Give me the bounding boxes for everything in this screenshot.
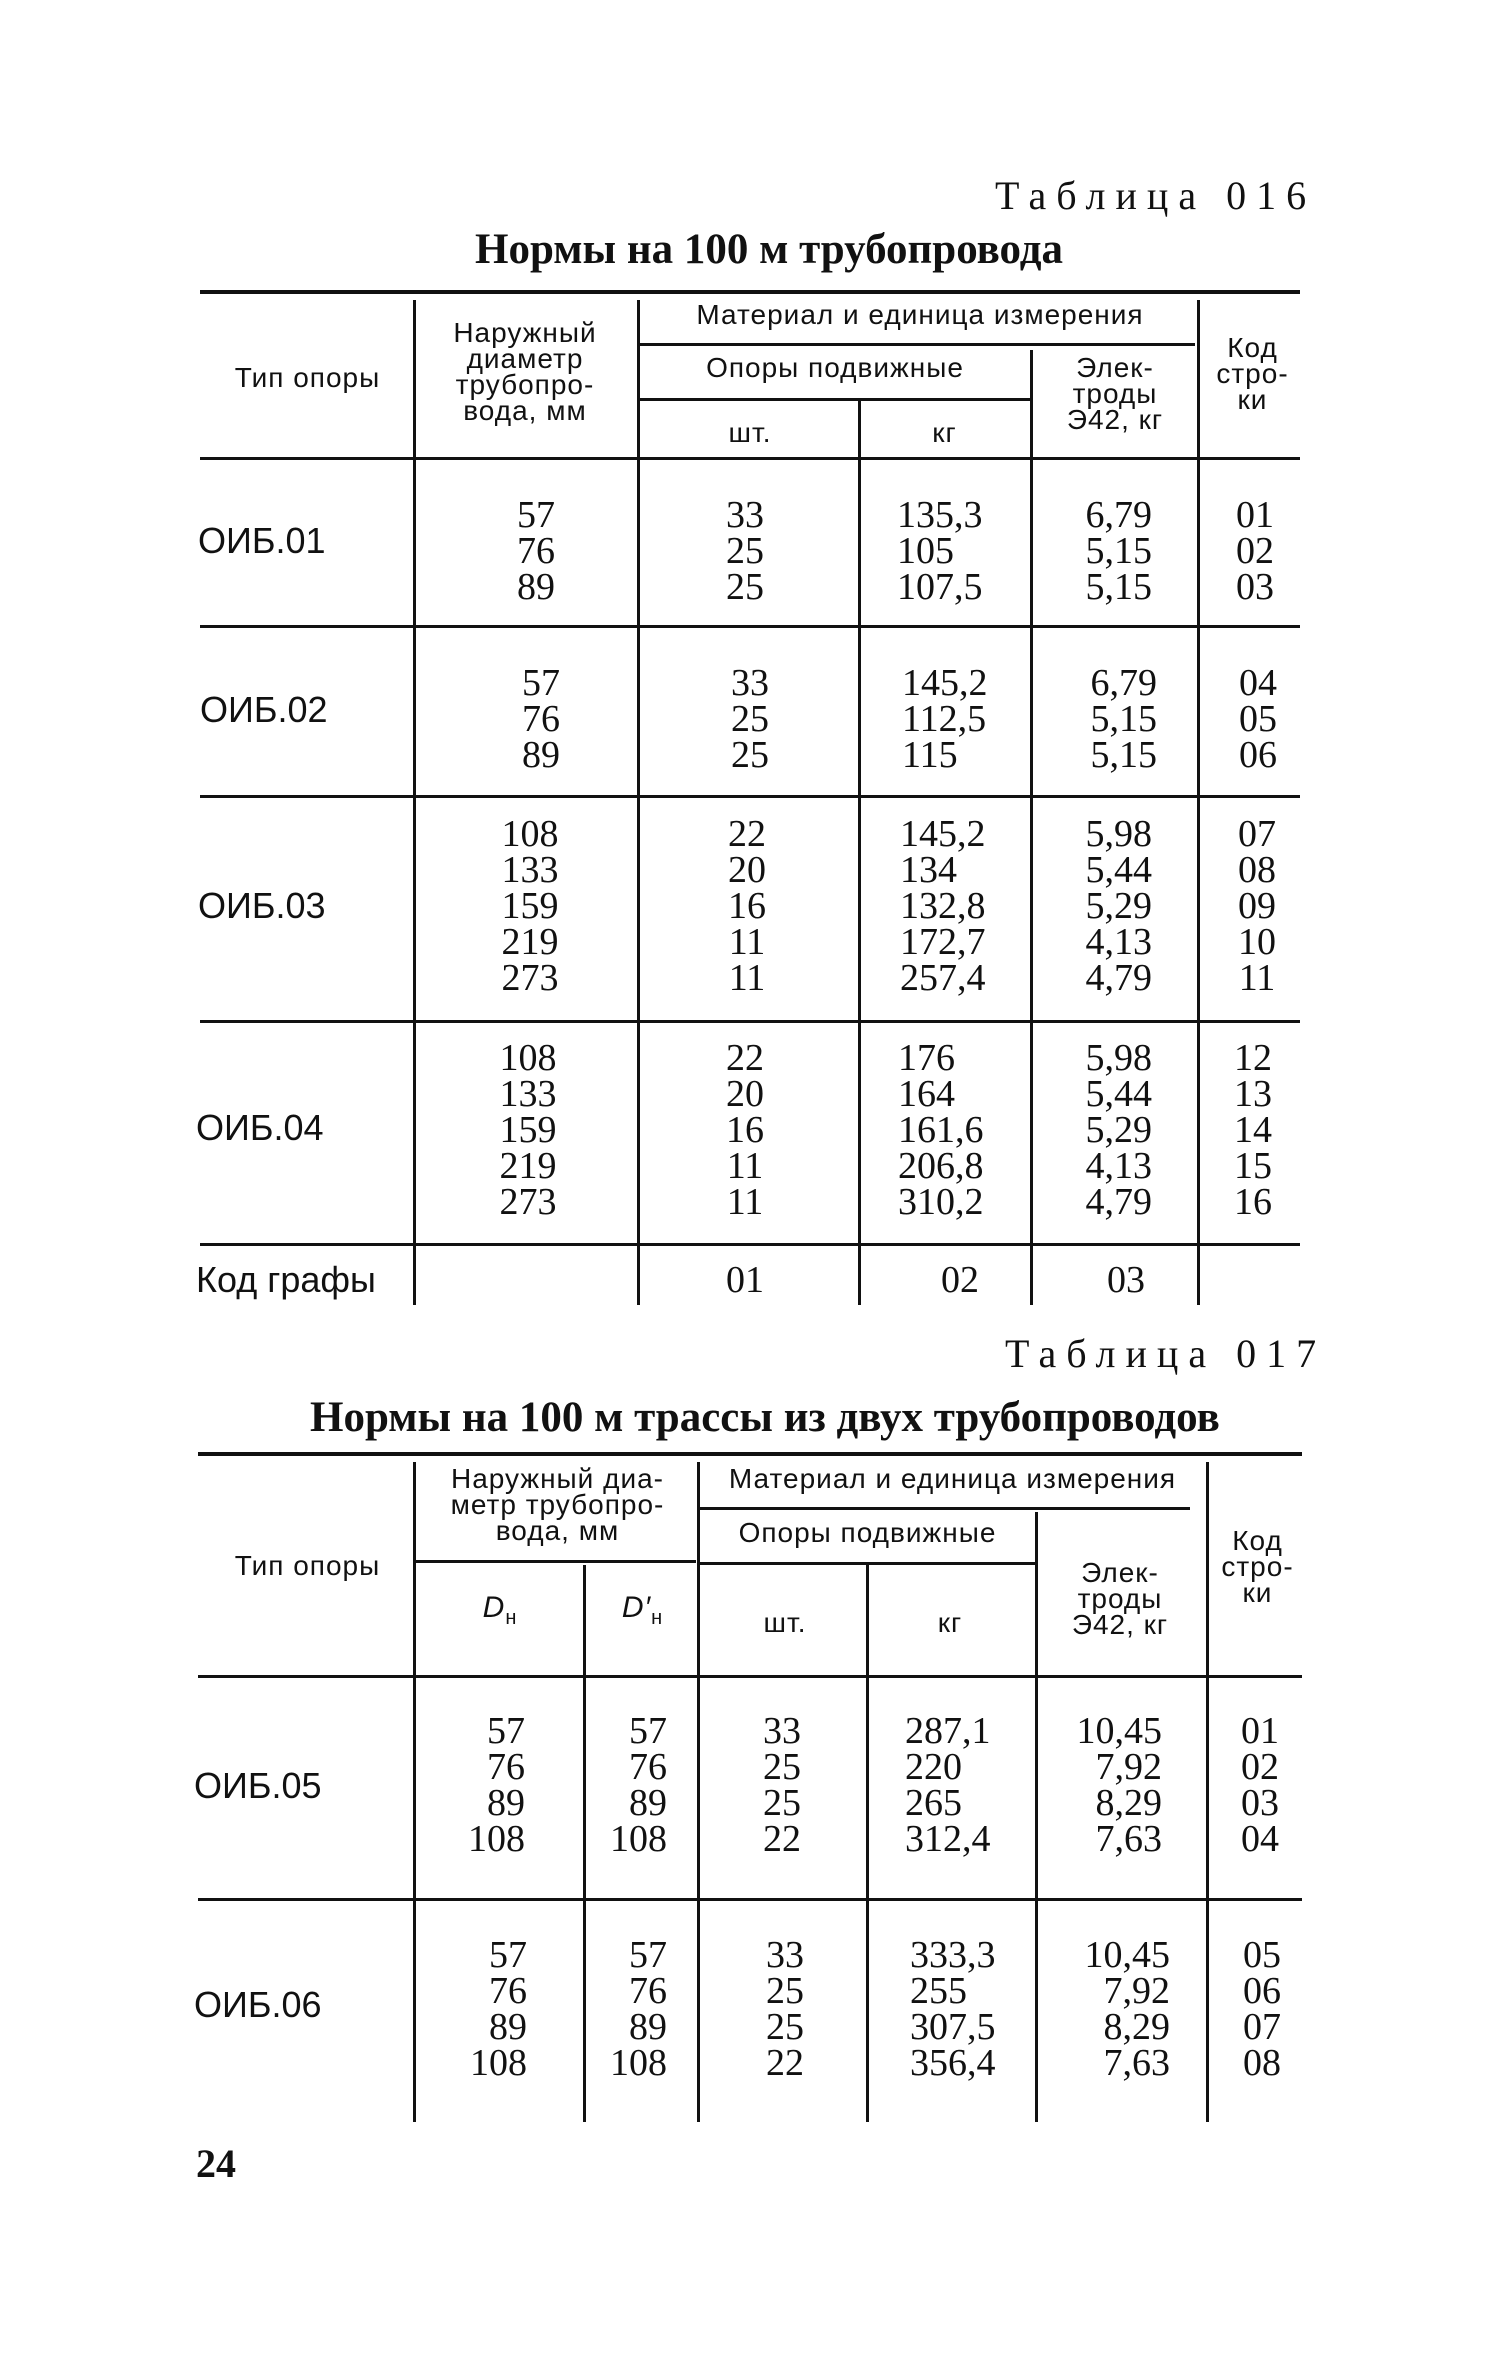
col-rule-code [1197,300,1200,1305]
pcs-cell: 33 25 25 [726,494,764,608]
col-rule-code [1206,1462,1209,2122]
dn2-cell: 57 76 89 108 [610,1710,667,1860]
pcs-cell: 33 25 25 22 [766,1934,804,2084]
header-code: Код стро- ки [1216,332,1289,415]
code-cell: 07 08 09 10 11 [1238,813,1276,999]
diam-rule [416,1560,696,1563]
kg-cell: 176 164 161,6 206,8 310,2 [898,1037,984,1223]
el-cell: 10,45 7,92 8,29 7,63 [1076,1710,1162,1860]
header-dn [420,1591,580,1631]
el-cell: 5,98 5,44 5,29 4,13 4,79 [1085,1037,1152,1223]
code-cell: 05 06 07 08 [1243,1934,1281,2084]
el-cell: 6,79 5,15 5,15 [1090,662,1157,776]
diam-cell: 108 133 159 219 273 [499,1037,557,1223]
col-rule-dn2 [583,1565,586,2122]
header-supports: Опоры подвижные [706,352,964,383]
code-cell: 04 05 06 [1239,662,1277,776]
footer-code-01: 01 [726,1259,764,1301]
dn-cell: 57 76 89 108 [468,1710,525,1860]
diam-cell: 57 76 89 [522,662,560,776]
header-material: Материал и единица измерения [728,1463,1177,1494]
group-rule-1 [198,1898,1302,1901]
col-rule-diam [413,300,416,1305]
kg-cell: 135,3 105 107,5 [897,494,983,608]
header-type: Тип опоры [234,362,381,393]
header-material: Материал и единица измерения [696,299,1144,330]
dn2-cell: 57 76 89 108 [610,1934,667,2084]
col-rule-kg [866,1565,869,2122]
group-rule-4 [200,1243,1300,1246]
kg-cell: 145,2 112,5 115 [902,662,988,776]
header-dn2 [590,1591,695,1631]
el-cell: 10,45 7,92 8,29 7,63 [1084,1934,1170,2084]
header-diam: Наружный диа- метр трубопро- вода, мм [450,1463,665,1546]
table-017-header-rule [198,1675,1302,1678]
code-cell: 01 02 03 [1236,494,1274,608]
header-dn-symbol: D [482,1591,506,1624]
header-dn-subscript: н [505,1607,518,1629]
table-016-header-rule [200,457,1300,460]
type-cell: ОИБ.03 [198,885,326,926]
el-cell: 5,98 5,44 5,29 4,13 4,79 [1085,813,1152,999]
col-rule-dn [413,1462,416,2122]
table-017-label: Таблица 017 [1005,1331,1327,1376]
col-rule-pcs [637,300,640,1305]
kg-cell: 287,1 220 265 312,4 [905,1710,991,1860]
type-cell: ОИБ.05 [194,1765,322,1806]
col-rule-kg [858,400,861,1305]
header-diam: Наружный диаметр трубопро- вода, мм [453,317,597,426]
footer-code-03: 03 [1107,1259,1145,1301]
header-electrodes: Элек- троды Э42, кг [1066,352,1164,435]
type-cell: ОИБ.02 [200,689,328,730]
material-rule [700,1507,1190,1510]
header-supports: Опоры подвижные [738,1517,997,1548]
header-dn2-subscript: н [651,1607,664,1629]
header-dn2-symbol: D′ [621,1591,652,1624]
pcs-cell: 22 20 16 11 11 [726,1037,764,1223]
el-cell: 6,79 5,15 5,15 [1085,494,1152,608]
col-rule-pcs [697,1462,700,2122]
kg-cell: 333,3 255 307,5 356,4 [910,1934,996,2084]
supports-rule [640,398,1030,401]
header-code: Код стро- ки [1221,1525,1294,1608]
table-017-title: Нормы на 100 м трассы из двух трубопроводов [310,1394,1220,1441]
dn-cell: 57 76 89 108 [470,1934,527,2084]
page-number: 24 [196,2141,236,2186]
material-rule [640,343,1195,346]
header-electrodes: Элек- троды Э42, кг [1071,1557,1169,1640]
header-kg: кг [937,1607,963,1638]
header-pcs: шт. [728,417,772,448]
type-cell: ОИБ.01 [198,520,326,561]
header-kg: кг [932,417,957,448]
table-017-top-rule [198,1452,1302,1456]
diam-cell: 108 133 159 219 273 [501,813,559,999]
header-type: Тип опоры [234,1550,381,1581]
table-016-label: Таблица 016 [995,173,1317,218]
type-cell: ОИБ.04 [196,1107,324,1148]
code-cell: 12 13 14 15 16 [1234,1037,1272,1223]
group-rule-2 [200,795,1300,798]
type-cell: ОИБ.06 [194,1984,322,2025]
table-016-top-rule [200,290,1300,294]
pcs-cell: 33 25 25 [731,662,769,776]
footer-code-02: 02 [941,1259,979,1301]
group-rule-1 [200,625,1300,628]
table-016-title: Нормы на 100 м трубопровода [475,226,1064,273]
header-pcs: шт. [763,1607,807,1638]
footer-label: Код графы [196,1259,376,1300]
pcs-cell: 33 25 25 22 [763,1710,801,1860]
col-rule-el [1030,350,1033,1305]
code-cell: 01 02 03 04 [1241,1710,1279,1860]
pcs-cell: 22 20 16 11 11 [728,813,766,999]
diam-cell: 57 76 89 [517,494,555,608]
kg-cell: 145,2 134 132,8 172,7 257,4 [900,813,986,999]
group-rule-3 [200,1020,1300,1023]
